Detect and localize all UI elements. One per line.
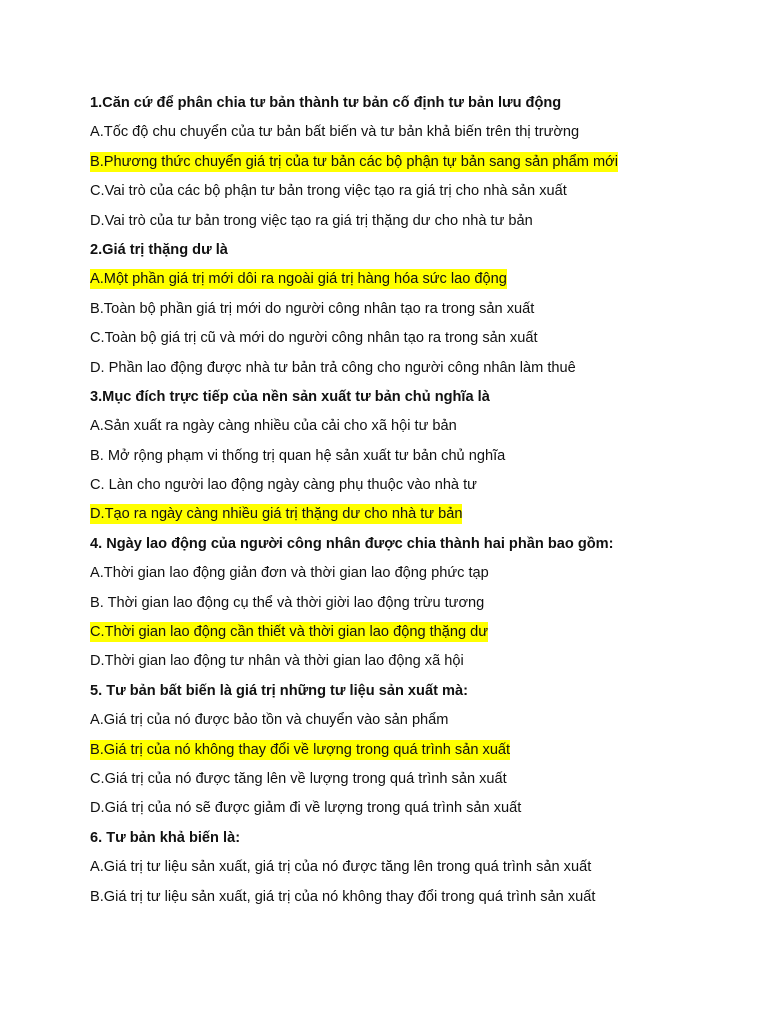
answer-option-highlighted: [90, 736, 750, 765]
answer-option: [90, 706, 750, 735]
answer-option-text: C.Vai trò của các bộ phận tư bản trong việc tạo ra giá trị cho nhà sản xuất: [90, 183, 567, 200]
answer-option-text: B.Toàn bộ phần giá trị mới do người công nhân tạo ra trong sản xuất: [90, 300, 535, 317]
answer-option-text: A.Tốc độ chu chuyển của tư bản bất biến và tư bản khả biến trên thị trường: [90, 124, 580, 141]
question-title: [90, 677, 750, 706]
answer-option-text: B.Giá trị của nó không thay đổi về lượng trong quá trình sản xuất: [90, 741, 511, 758]
answer-option-text: A.Giá trị tư liệu sản xuất, giá trị của nó được tăng lên trong quá trình sản xuất: [90, 859, 592, 876]
answer-option: [90, 589, 750, 618]
answer-option: [90, 295, 750, 324]
answer-option: [90, 883, 750, 912]
answer-option: [90, 118, 750, 147]
answer-option: [90, 442, 750, 471]
question-title: [90, 530, 750, 559]
answer-option: [90, 324, 750, 353]
answer-option-text: B. Thời gian lao động cụ thể và thời giời lao động trừu tương: [90, 594, 485, 611]
answer-option: [90, 412, 750, 441]
question-list: [90, 89, 750, 912]
answer-option-text: C. Làn cho người lao động ngày càng phụ thuộc vào nhà tư: [90, 477, 477, 494]
answer-option-text: B. Mở rộng phạm vi thống trị quan hệ sản xuất tư bản chủ nghĩa: [90, 447, 506, 464]
answer-option-text: B.Phương thức chuyển giá trị của tư bản các bộ phận tự bản sang sản phẩm mới: [90, 153, 618, 170]
answer-option-text: D. Phần lao động được nhà tư bản trả công cho người công nhân làm thuê: [90, 359, 576, 376]
answer-option: [90, 794, 750, 823]
answer-option-text: A.Một phần giá trị mới dôi ra ngoài giá trị hàng hóa sức lao động: [90, 271, 507, 288]
answer-option: [90, 354, 750, 383]
question-title-text: 4. Ngày lao động của người công nhân được chia thành hai phần bao gồm:: [90, 535, 614, 552]
question-title: [90, 824, 750, 853]
question-title: [90, 383, 750, 412]
question-title-text: 3.Mục đích trực tiếp của nền sản xuất tư bản chủ nghĩa là: [90, 388, 490, 405]
answer-option: [90, 765, 750, 794]
question-title-text: 2.Giá trị thặng dư là: [90, 241, 228, 258]
answer-option-text: D.Tạo ra ngày càng nhiều giá trị thặng dư cho nhà tư bản: [90, 506, 463, 523]
answer-option-text: A.Sản xuất ra ngày càng nhiều của cải cho xã hội tư bản: [90, 418, 457, 435]
answer-option: [90, 647, 750, 676]
answer-option-text: D.Vai trò của tư bản trong việc tạo ra giá trị thặng dư cho nhà tư bản: [90, 212, 533, 229]
answer-option-text: D.Giá trị của nó sẽ được giảm đi về lượng trong quá trình sản xuất: [90, 800, 522, 817]
answer-option-highlighted: [90, 265, 750, 294]
question-title-text: 1.Căn cứ để phân chia tư bản thành tư bản cố định tư bản lưu động: [90, 95, 562, 111]
answer-option-text: D.Thời gian lao động tư nhân và thời gian lao động xã hội: [90, 653, 464, 670]
question-title-text: 6. Tư bản khả biến là:: [90, 829, 241, 846]
answer-option: [90, 853, 750, 882]
answer-option: [90, 559, 750, 588]
question-title-text: 5. Tư bản bất biến là giá trị những tư liệu sản xuất mà:: [90, 682, 468, 699]
answer-option-text: A.Giá trị của nó được bảo tồn và chuyển vào sản phẩm: [90, 712, 449, 729]
answer-option-highlighted: [90, 618, 750, 647]
answer-option-text: B.Giá trị tư liệu sản xuất, giá trị của nó không thay đổi trong quá trình sản xuất: [90, 888, 596, 905]
answer-option: [90, 207, 750, 236]
answer-option-text: A.Thời gian lao động giản đơn và thời gian lao động phức tạp: [90, 565, 489, 582]
answer-option: [90, 177, 750, 206]
answer-option-text: C.Thời gian lao động cần thiết và thời gian lao động thặng dư: [90, 624, 489, 641]
question-title: [90, 89, 750, 118]
answer-option-highlighted: [90, 500, 750, 529]
answer-option-text: C.Toàn bộ giá trị cũ và mới do người công nhân tạo ra trong sản xuất: [90, 330, 538, 347]
question-title: [90, 236, 750, 265]
answer-option: [90, 471, 750, 500]
answer-option-text: C.Giá trị của nó được tăng lên về lượng trong quá trình sản xuất: [90, 770, 507, 787]
answer-option-highlighted: [90, 148, 750, 177]
